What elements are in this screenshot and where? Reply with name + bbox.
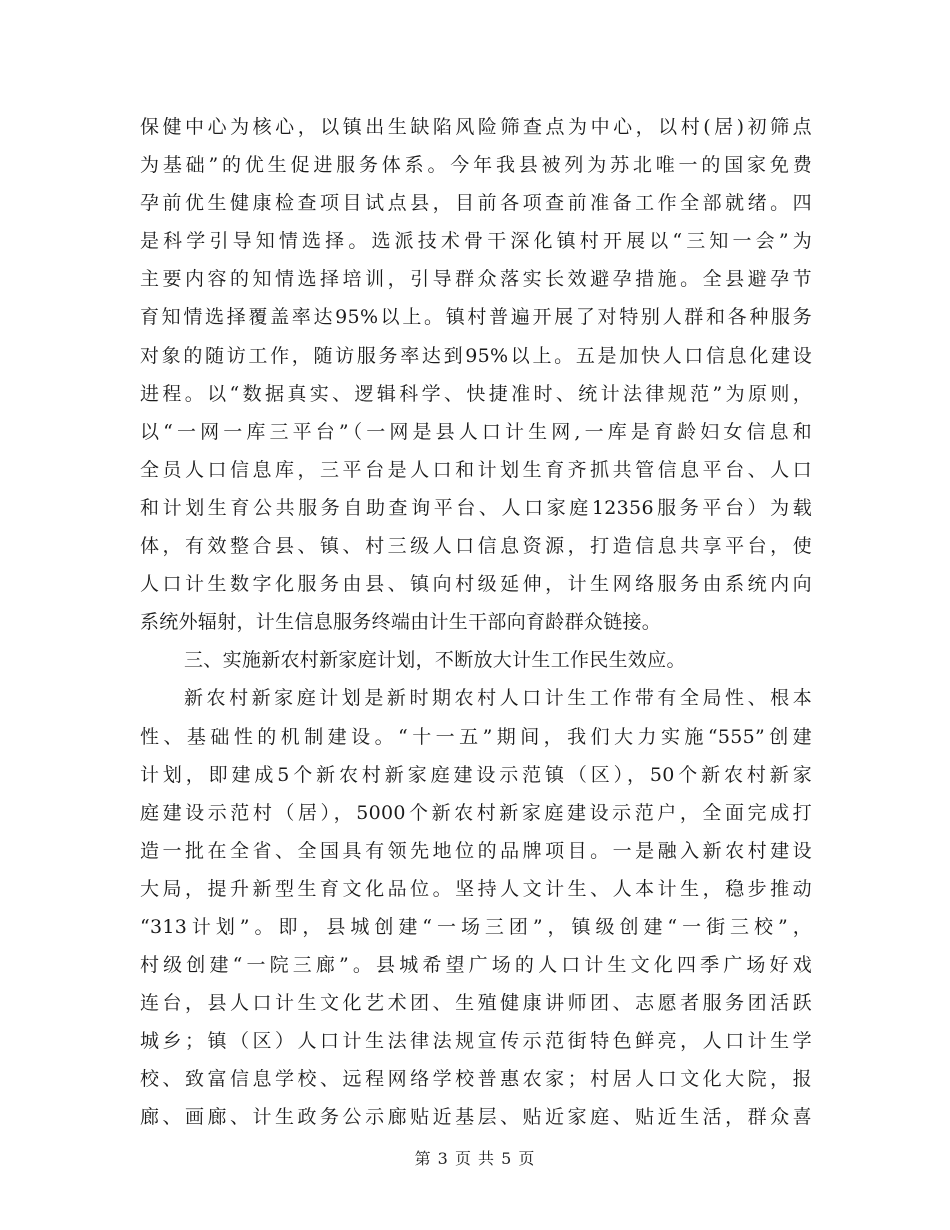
text-line: “313计划”。即，县城创建“一场三团”，镇级创建“一街三校”， bbox=[140, 915, 812, 938]
text-line: 体，有效整合县、镇、村三级人口信息资源，打造信息共享平台，使 bbox=[140, 535, 812, 558]
text-line: 对象的随访工作，随访服务率达到95%以上。五是加快人口信息化建设 bbox=[140, 344, 812, 367]
body-text bbox=[140, 108, 812, 1137]
text-line: 系统外辐射，计生信息服务终端由计生干部向育龄群众链接。 bbox=[140, 611, 662, 634]
text-line: 连台，县人口计生文化艺术团、生殖健康讲师团、志愿者服务团活跃 bbox=[140, 992, 812, 1015]
text-line: 城乡；镇（区）人口计生法律法规宣传示范街特色鲜亮，人口计生学 bbox=[140, 1030, 812, 1053]
text-line: 育知情选择覆盖率达95%以上。镇村普遍开展了对特别人群和各种服务 bbox=[140, 306, 812, 329]
text-line: 大局，提升新型生育文化品位。坚持人文计生、人本计生，稳步推动 bbox=[140, 877, 812, 900]
section-heading: 三、实施新农村新家庭计划，不断放大计生工作民生效应。 bbox=[184, 649, 686, 672]
text-line: 廊、画廊、计生政务公示廊贴近基层、贴近家庭、贴近生活，群众喜 bbox=[140, 1106, 812, 1129]
text-line: 和计划生育公共服务自助查询平台、人口家庭12356服务平台）为载 bbox=[140, 496, 812, 519]
text-line: 造一批在全省、全国具有领先地位的品牌项目。一是融入新农村建设 bbox=[140, 839, 812, 862]
text-line: 计划，即建成5个新农村新家庭建设示范镇（区），50个新农村新家 bbox=[140, 763, 812, 786]
paragraph-first-line: 新农村新家庭计划是新时期农村人口计生工作带有全局性、根本 bbox=[184, 687, 812, 710]
text-line: 校、致富信息学校、远程网络学校普惠农家；村居人口文化大院，报 bbox=[140, 1068, 812, 1091]
text-line: 主要内容的知情选择培训，引导群众落实长效避孕措施。全县避孕节 bbox=[140, 268, 812, 291]
page-number-footer: 第 3 页 共 5 页 bbox=[414, 1149, 536, 1168]
text-line: 为基础”的优生促进服务体系。今年我县被列为苏北唯一的国家免费 bbox=[140, 154, 812, 177]
text-line: 人口计生数字化服务由县、镇向村级延伸，计生网络服务由系统内向 bbox=[140, 573, 812, 596]
text-line: 是科学引导知情选择。选派技术骨干深化镇村开展以“三知一会”为 bbox=[140, 230, 812, 253]
text-line: 全员人口信息库，三平台是人口和计划生育齐抓共管信息平台、人口 bbox=[140, 458, 812, 481]
text-line: 庭建设示范村（居），5000个新农村新家庭建设示范户，全面完成打 bbox=[140, 801, 812, 824]
text-line: 孕前优生健康检查项目试点县，目前各项查前准备工作全部就绪。四 bbox=[140, 192, 812, 215]
text-line: 村级创建“一院三廊”。县城希望广场的人口计生文化四季广场好戏 bbox=[140, 954, 812, 977]
text-line: 性、基础性的机制建设。“十一五”期间，我们大力实施“555”创建 bbox=[140, 725, 812, 748]
text-line: 保健中心为核心，以镇出生缺陷风险筛查点为中心，以村(居)初筛点 bbox=[140, 116, 812, 138]
text-line: 以“一网一库三平台”（一网是县人口计生网,一库是育龄妇女信息和 bbox=[140, 420, 812, 443]
text-line: 进程。以“数据真实、逻辑科学、快捷准时、统计法律规范”为原则， bbox=[140, 382, 812, 405]
